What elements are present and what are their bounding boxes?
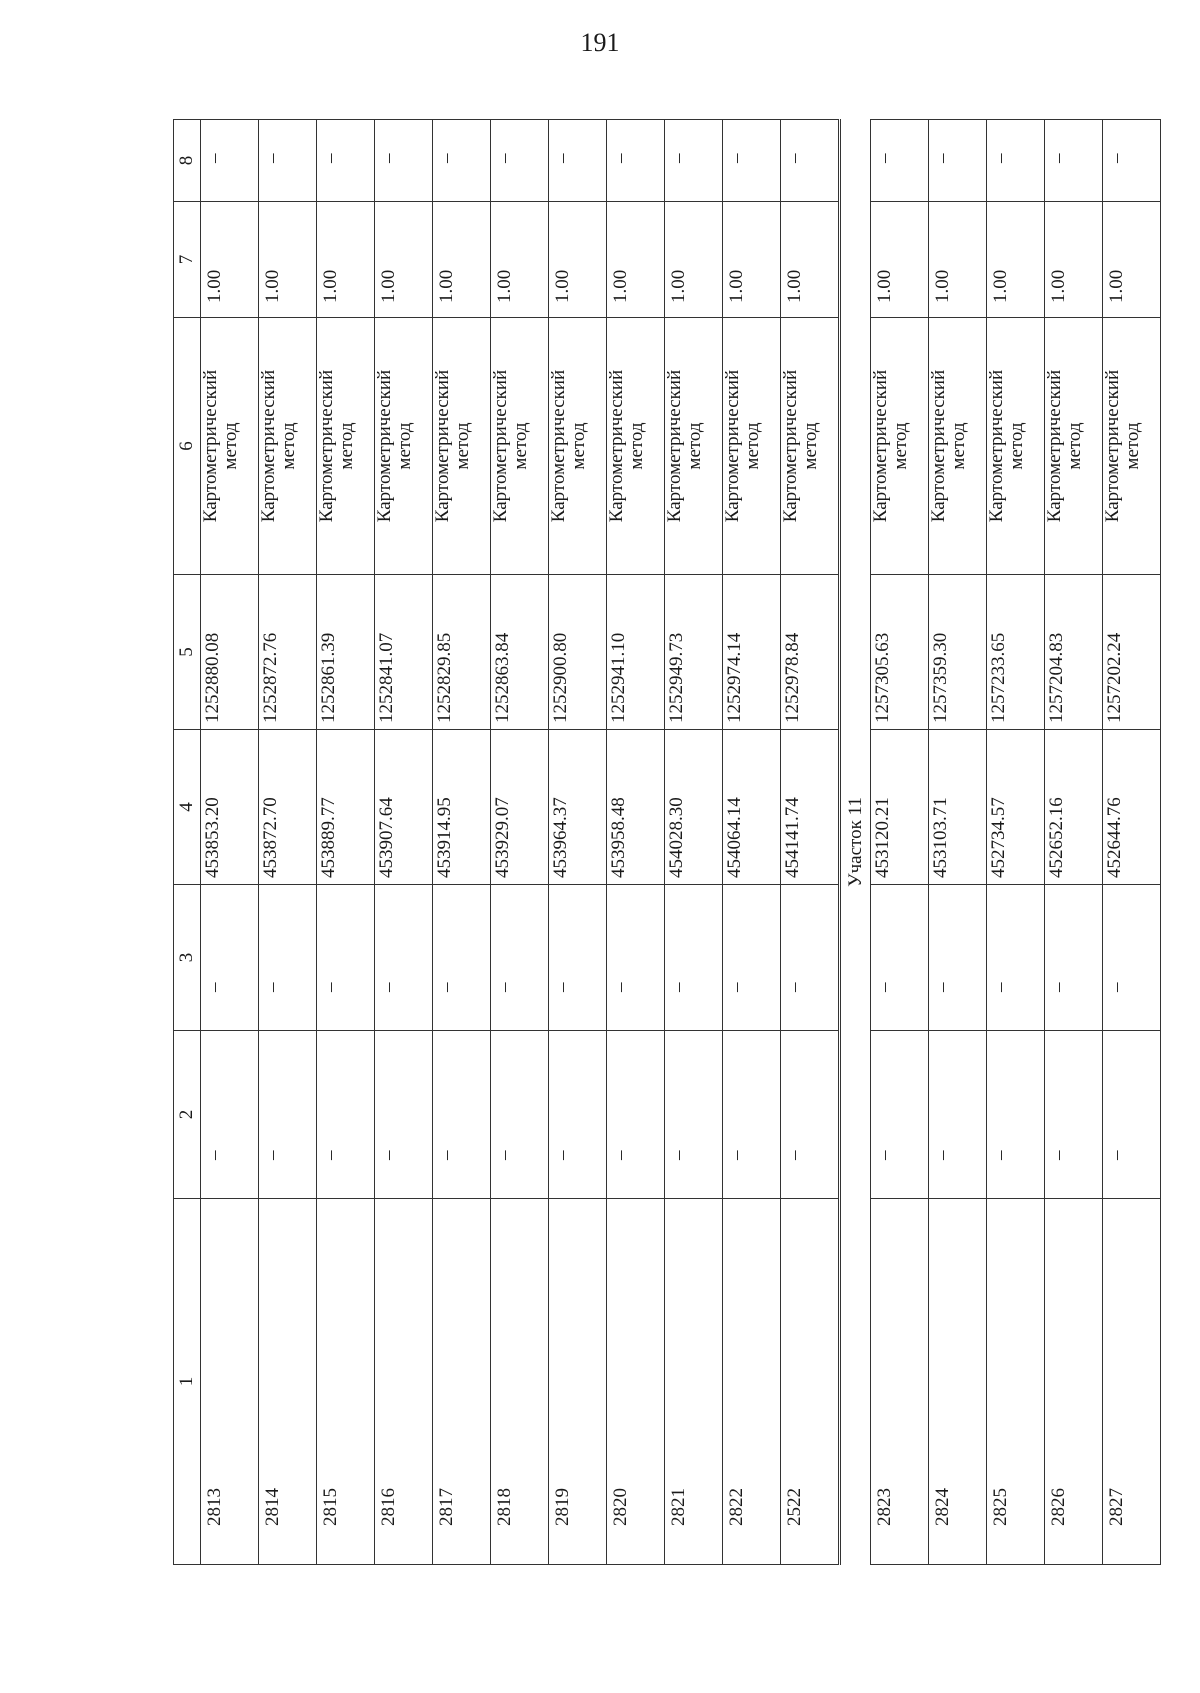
column-3-cell: – [723, 885, 781, 1031]
method-cell [549, 318, 607, 575]
column-3-cell: – [549, 885, 607, 1031]
x-coordinate-cell: 454141.74 [781, 730, 840, 885]
header-cell-7: 7 [174, 202, 201, 318]
method-text-line-2: метод [1063, 422, 1085, 470]
point-number-cell: 2821 [665, 1199, 723, 1565]
table-row [871, 120, 929, 1565]
table-row [259, 120, 317, 1565]
accuracy-cell: 1.00 [781, 202, 840, 318]
column-3-cell: – [433, 885, 491, 1031]
column-8-cell: – [871, 120, 929, 202]
column-3-cell: – [259, 885, 317, 1031]
column-3-cell: – [1103, 885, 1161, 1031]
method-text-line-2: метод [889, 422, 911, 470]
point-number-cell: 2820 [607, 1199, 665, 1565]
method-text-line-2: метод [509, 422, 531, 470]
header-cell-5: 5 [174, 575, 201, 730]
method-text-line-1: Картометрический [432, 369, 453, 523]
header-cell-4: 4 [174, 730, 201, 885]
point-number-cell: 2824 [929, 1199, 987, 1565]
method-text-line-2: метод [567, 422, 589, 470]
header-cell-2: 2 [174, 1031, 201, 1199]
table-row [1045, 120, 1103, 1565]
accuracy-cell: 1.00 [607, 202, 665, 318]
y-coordinate-cell: 1252978.84 [781, 575, 840, 730]
method-text-line-2: метод [1005, 422, 1027, 470]
method-text-line-2: метод [947, 422, 969, 470]
accuracy-cell: 1.00 [987, 202, 1045, 318]
header-cell-6: 6 [174, 318, 201, 575]
method-cell [871, 318, 929, 575]
method-text-line-1: Картометрический [664, 369, 685, 523]
column-2-cell: – [987, 1031, 1045, 1199]
column-2-cell: – [871, 1031, 929, 1199]
method-cell [1103, 318, 1161, 575]
method-text-line-2: метод [393, 422, 415, 470]
column-8-cell: – [433, 120, 491, 202]
accuracy-cell: 1.00 [549, 202, 607, 318]
header-row [174, 120, 201, 1565]
column-3-cell: – [665, 885, 723, 1031]
column-2-cell: – [1103, 1031, 1161, 1199]
column-2-cell: – [929, 1031, 987, 1199]
accuracy-cell: 1.00 [201, 202, 259, 318]
column-2-cell: – [549, 1031, 607, 1199]
y-coordinate-cell: 1252861.39 [317, 575, 375, 730]
column-3-cell: – [607, 885, 665, 1031]
column-3-cell: – [375, 885, 433, 1031]
method-text-line-2: метод [683, 422, 705, 470]
x-coordinate-cell: 453929.07 [491, 730, 549, 885]
accuracy-cell: 1.00 [929, 202, 987, 318]
coordinates-table-container [173, 120, 1143, 1565]
table-row [781, 120, 840, 1565]
column-2-cell: – [723, 1031, 781, 1199]
method-text-line-1: Картометрический [490, 369, 511, 523]
y-coordinate-cell: 1257204.83 [1045, 575, 1103, 730]
column-8-cell: – [665, 120, 723, 202]
y-coordinate-cell: 1252949.73 [665, 575, 723, 730]
method-cell [723, 318, 781, 575]
method-text-line-1: Картометрический [928, 369, 949, 523]
column-8-cell: – [1103, 120, 1161, 202]
x-coordinate-cell: 453103.71 [929, 730, 987, 885]
x-coordinate-cell: 453907.64 [375, 730, 433, 885]
column-8-cell: – [549, 120, 607, 202]
method-cell [491, 318, 549, 575]
method-text-line-1: Картометрический [1102, 369, 1123, 523]
table-row [433, 120, 491, 1565]
y-coordinate-cell: 1257202.24 [1103, 575, 1161, 730]
column-8-cell: – [375, 120, 433, 202]
table-row [1103, 120, 1161, 1565]
point-number-cell: 2814 [259, 1199, 317, 1565]
method-cell [987, 318, 1045, 575]
method-text-line-2: метод [741, 422, 763, 470]
method-text-line-1: Картометрический [374, 369, 395, 523]
method-text-line-2: метод [219, 422, 241, 470]
x-coordinate-cell: 453914.95 [433, 730, 491, 885]
x-coordinate-cell: 453964.37 [549, 730, 607, 885]
method-cell [665, 318, 723, 575]
column-8-cell: – [201, 120, 259, 202]
method-cell [259, 318, 317, 575]
point-number-cell: 2522 [781, 1199, 840, 1565]
page-number: 191 [580, 28, 620, 57]
accuracy-cell: 1.00 [1045, 202, 1103, 318]
table-row [665, 120, 723, 1565]
column-2-cell: – [317, 1031, 375, 1199]
column-2-cell: – [201, 1031, 259, 1199]
method-text-line-2: метод [451, 422, 473, 470]
column-3-cell: – [1045, 885, 1103, 1031]
column-8-cell: – [259, 120, 317, 202]
accuracy-cell: 1.00 [433, 202, 491, 318]
x-coordinate-cell: 453889.77 [317, 730, 375, 885]
method-cell [607, 318, 665, 575]
method-text-line-2: метод [799, 422, 821, 470]
table-row [375, 120, 433, 1565]
point-number-cell: 2818 [491, 1199, 549, 1565]
header-cell-3: 3 [174, 885, 201, 1031]
table-row [929, 120, 987, 1565]
x-coordinate-cell: 453120.21 [871, 730, 929, 885]
y-coordinate-cell: 1252863.84 [491, 575, 549, 730]
point-number-cell: 2819 [549, 1199, 607, 1565]
column-3-cell: – [929, 885, 987, 1031]
method-cell [929, 318, 987, 575]
method-cell [433, 318, 491, 575]
method-text-line-1: Картометрический [316, 369, 337, 523]
point-number-cell: 2822 [723, 1199, 781, 1565]
point-number-cell: 2817 [433, 1199, 491, 1565]
column-8-cell: – [781, 120, 840, 202]
column-3-cell: – [987, 885, 1045, 1031]
method-text-line-2: метод [277, 422, 299, 470]
column-8-cell: – [929, 120, 987, 202]
column-8-cell: – [317, 120, 375, 202]
y-coordinate-cell: 1252872.76 [259, 575, 317, 730]
y-coordinate-cell: 1252900.80 [549, 575, 607, 730]
accuracy-cell: 1.00 [1103, 202, 1161, 318]
y-coordinate-cell: 1257359.30 [929, 575, 987, 730]
section-row [840, 120, 871, 1565]
section-label: Участок 11 [840, 120, 871, 1565]
column-8-cell: – [723, 120, 781, 202]
x-coordinate-cell: 452652.16 [1045, 730, 1103, 885]
table-row [201, 120, 259, 1565]
column-3-cell: – [871, 885, 929, 1031]
point-number-cell: 2823 [871, 1199, 929, 1565]
y-coordinate-cell: 1252841.07 [375, 575, 433, 730]
point-number-cell: 2827 [1103, 1199, 1161, 1565]
accuracy-cell: 1.00 [871, 202, 929, 318]
method-text-line-1: Картометрический [548, 369, 569, 523]
column-2-cell: – [491, 1031, 549, 1199]
column-3-cell: – [781, 885, 840, 1031]
table-row [987, 120, 1045, 1565]
y-coordinate-cell: 1252941.10 [607, 575, 665, 730]
point-number-cell: 2816 [375, 1199, 433, 1565]
x-coordinate-cell: 454064.14 [723, 730, 781, 885]
column-2-cell: – [433, 1031, 491, 1199]
method-text-line-2: метод [625, 422, 647, 470]
column-8-cell: – [491, 120, 549, 202]
table-row [607, 120, 665, 1565]
column-3-cell: – [491, 885, 549, 1031]
column-2-cell: – [781, 1031, 840, 1199]
accuracy-cell: 1.00 [259, 202, 317, 318]
column-8-cell: – [607, 120, 665, 202]
point-number-cell: 2825 [987, 1199, 1045, 1565]
header-cell-1: 1 [174, 1199, 201, 1565]
method-cell [201, 318, 259, 575]
accuracy-cell: 1.00 [317, 202, 375, 318]
method-cell [375, 318, 433, 575]
method-cell [781, 318, 840, 575]
method-text-line-1: Картометрический [1044, 369, 1065, 523]
column-3-cell: – [201, 885, 259, 1031]
y-coordinate-cell: 1257305.63 [871, 575, 929, 730]
y-coordinate-cell: 1257233.65 [987, 575, 1045, 730]
method-text-line-1: Картометрический [722, 369, 743, 523]
column-2-cell: – [665, 1031, 723, 1199]
column-2-cell: – [607, 1031, 665, 1199]
method-text-line-1: Картометрический [200, 369, 221, 523]
method-text-line-1: Картометрический [780, 369, 801, 523]
table-body [174, 120, 1161, 1565]
point-number-cell: 2815 [317, 1199, 375, 1565]
coordinates-table [173, 119, 1161, 1565]
accuracy-cell: 1.00 [665, 202, 723, 318]
x-coordinate-cell: 453872.70 [259, 730, 317, 885]
table-row [317, 120, 375, 1565]
method-text-line-1: Картометрический [258, 369, 279, 523]
table-row [723, 120, 781, 1565]
method-cell [1045, 318, 1103, 575]
column-8-cell: – [1045, 120, 1103, 202]
point-number-cell: 2826 [1045, 1199, 1103, 1565]
method-text-line-1: Картометрический [606, 369, 627, 523]
method-cell [317, 318, 375, 575]
column-8-cell: – [987, 120, 1045, 202]
y-coordinate-cell: 1252829.85 [433, 575, 491, 730]
x-coordinate-cell: 454028.30 [665, 730, 723, 885]
accuracy-cell: 1.00 [491, 202, 549, 318]
method-text-line-2: метод [335, 422, 357, 470]
y-coordinate-cell: 1252974.14 [723, 575, 781, 730]
point-number-cell: 2813 [201, 1199, 259, 1565]
column-3-cell: – [317, 885, 375, 1031]
accuracy-cell: 1.00 [375, 202, 433, 318]
column-2-cell: – [259, 1031, 317, 1199]
column-2-cell: – [1045, 1031, 1103, 1199]
accuracy-cell: 1.00 [723, 202, 781, 318]
header-cell-8: 8 [174, 120, 201, 202]
x-coordinate-cell: 452644.76 [1103, 730, 1161, 885]
table-row [491, 120, 549, 1565]
method-text-line-1: Картометрический [870, 369, 891, 523]
table-row [549, 120, 607, 1565]
y-coordinate-cell: 1252880.08 [201, 575, 259, 730]
x-coordinate-cell: 453958.48 [607, 730, 665, 885]
x-coordinate-cell: 453853.20 [201, 730, 259, 885]
method-text-line-1: Картометрический [986, 369, 1007, 523]
x-coordinate-cell: 452734.57 [987, 730, 1045, 885]
method-text-line-2: метод [1121, 422, 1143, 470]
column-2-cell: – [375, 1031, 433, 1199]
